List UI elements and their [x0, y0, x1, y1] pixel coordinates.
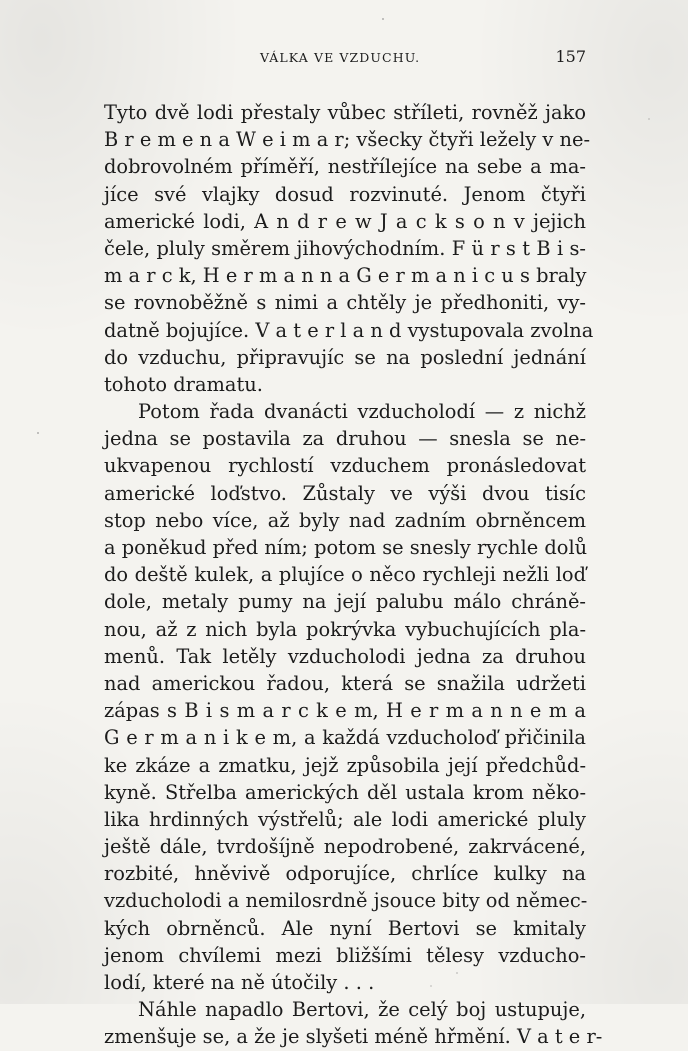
text-line: jenom chvílemi mezi bližšími tělesy vzducho-: [104, 943, 586, 967]
text-line: dole, metaly pumy na její palubu málo chráně-: [104, 590, 586, 614]
text-line: lodí, které na ně útočily . . .: [104, 971, 375, 994]
text-line: kyně. Střelba amerických děl ustala krom něko-: [104, 780, 586, 804]
text-line: kých obrněnců. Ale nyní Bertovi se kmitaly: [104, 916, 586, 940]
running-title: VÁLKA VE VZDUCHU.: [260, 50, 421, 65]
text-line: a poněkud před ním; potom se snesly rychle dolů: [104, 536, 588, 559]
paper-speck: [648, 118, 650, 120]
text-line: Potom řada dvanácti vzducholodí — z nichž: [138, 400, 586, 424]
text-line: Tyto dvě lodi přestaly vůbec stříleti, rovněž jako: [104, 101, 586, 124]
text-line: menů. Tak letěly vzducholodi jedna za druhou: [104, 644, 586, 668]
page-header: [104, 46, 586, 70]
text-line: tohoto dramatu.: [104, 372, 263, 396]
text-line: ještě dále, tvrdošíjně nepodrobené, zakrvácené,: [104, 835, 586, 859]
text-line: stop nebo více, až byly nad zadním obrněncem: [104, 508, 586, 532]
text-line: vzducholodi a nemilosrdně jsouce bity od němec-: [104, 889, 588, 913]
paper-speck: [382, 18, 384, 20]
text-line: lika hrdinných výstřelů; ale lodi americké pluly: [104, 807, 586, 831]
text-line: se rovnoběžně s nimi a chtěly je předhoniti, vy-: [104, 291, 586, 315]
text-line: americké lodi, A n d r e w J a c k s o n v jejich: [104, 209, 586, 233]
text-line: B r e m e n a W e i m a r; všecky čtyři ležely v ne-: [104, 128, 591, 152]
text-line: americké loďstvo. Zůstaly ve výši dvou tisíc: [104, 481, 586, 505]
text-line: jedna se postavila za druhou — snesla se ne-: [104, 427, 586, 451]
text-line: rozbité, hněvivě odporujíce, chrlíce kulky na: [104, 862, 586, 886]
text-line: do vzduchu, připravujíc se na poslední jednání: [104, 345, 586, 369]
text-line: dobrovolném příměří, nestřílejíce na sebe a ma-: [104, 155, 586, 179]
text-line: zápas s B i s m a r c k e m, H e r m a n n e m a: [104, 699, 586, 723]
text-line: datně bojujíce. V a t e r l a n d vystupovala zvolna: [104, 318, 594, 342]
text-line: zmenšuje se, a že je slyšeti méně hřmění. V a t e r-: [104, 1025, 603, 1049]
text-line: do deště kulek, a plujíce o něco rychleji nežli loď: [104, 563, 586, 587]
paper-speck: [430, 985, 432, 987]
paper-speck: [37, 432, 39, 434]
text-line: ke zkáze a zmatku, jejž způsobila její předchůd-: [104, 753, 586, 777]
text-line: jíce své vlajky dosud rozvinuté. Jenom čtyři: [104, 182, 586, 206]
page-number: 157: [555, 47, 586, 66]
body-text: [104, 99, 603, 1051]
text-line: nou, až z nich byla pokrývka vybuchujících pla-: [104, 617, 586, 641]
text-line: ukvapenou rychlostí vzduchem pronásledovat: [104, 454, 586, 478]
text-line: Náhle napadlo Bertovi, že celý boj ustupuje,: [138, 998, 586, 1022]
text-line: nad americkou řadou, která se snažila udržeti: [104, 671, 586, 695]
text-line: m a r c k, H e r m a n n a G e r m a n i c u s braly: [104, 264, 587, 288]
paper-speck: [456, 972, 458, 974]
text-line: čele, pluly směrem jihovýchodním. F ü r s t B i s-: [104, 236, 586, 260]
text-line: G e r m a n i k e m, a každá vzducholoď přičinila: [104, 726, 586, 750]
